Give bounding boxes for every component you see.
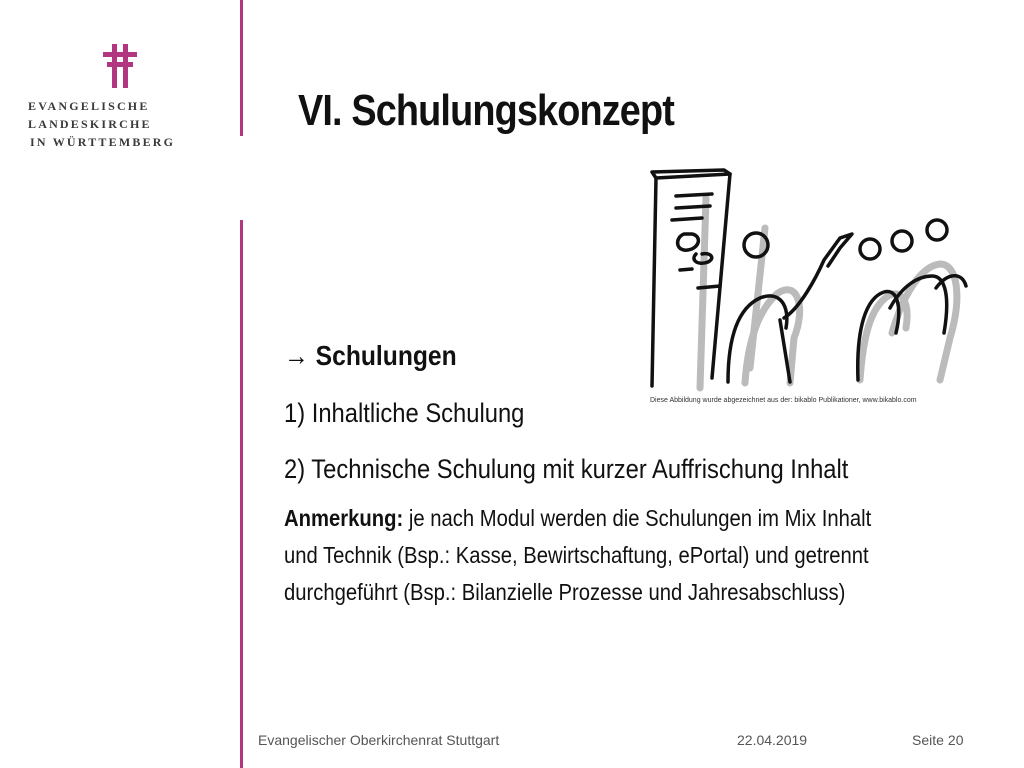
remark-line-3: durchgeführt (Bsp.: Bilanzielle Prozesse und Jahresabschluss): [284, 579, 846, 605]
organization-name-line2: IN WÜRTTEMBERG: [30, 135, 176, 149]
footer-page: [908, 732, 964, 748]
slide-content: [284, 336, 974, 611]
organization-name: [28, 97, 238, 151]
remark-label: Anmerkung:: [284, 505, 404, 531]
slide-title: VI. Schulungskonzept: [298, 86, 674, 135]
footer-date: 22.04.2019: [737, 732, 808, 748]
arrow-right-icon: →: [284, 340, 309, 371]
list-item-2: 2) Technische Schulung mit kurzer Auffrischung Inhalt: [284, 454, 849, 484]
footer-page-label: Seite: [912, 732, 944, 748]
section-heading: [284, 336, 891, 376]
cross-logo-icon: [103, 44, 137, 88]
remark-line-1: [284, 500, 970, 537]
remark-text-1: je nach Modul werden die Schulungen im Mix Inhalt: [403, 505, 872, 531]
footer-page-number: 20: [947, 732, 964, 748]
organization-name-line1: EVANGELISCHE LANDESKIRCHE: [28, 99, 152, 131]
sidebar-divider-bottom: [240, 220, 243, 768]
footer-organization: Evangelischer Oberkirchenrat Stuttgart: [258, 732, 500, 748]
list-item-1: 1) Inhaltliche Schulung: [284, 398, 525, 428]
sidebar-divider-top: [240, 0, 243, 136]
illustration-credit: Diese Abbildung wurde abgezeichnet aus der: bikablo Publikationer, www.bikablo.com: [650, 397, 917, 404]
remark-paragraph: [284, 500, 970, 611]
section-heading-label: Schulungen: [315, 340, 457, 371]
remark-line-2: und Technik (Bsp.: Kasse, Bewirtschaftung, ePortal) und getrennt: [284, 542, 869, 568]
